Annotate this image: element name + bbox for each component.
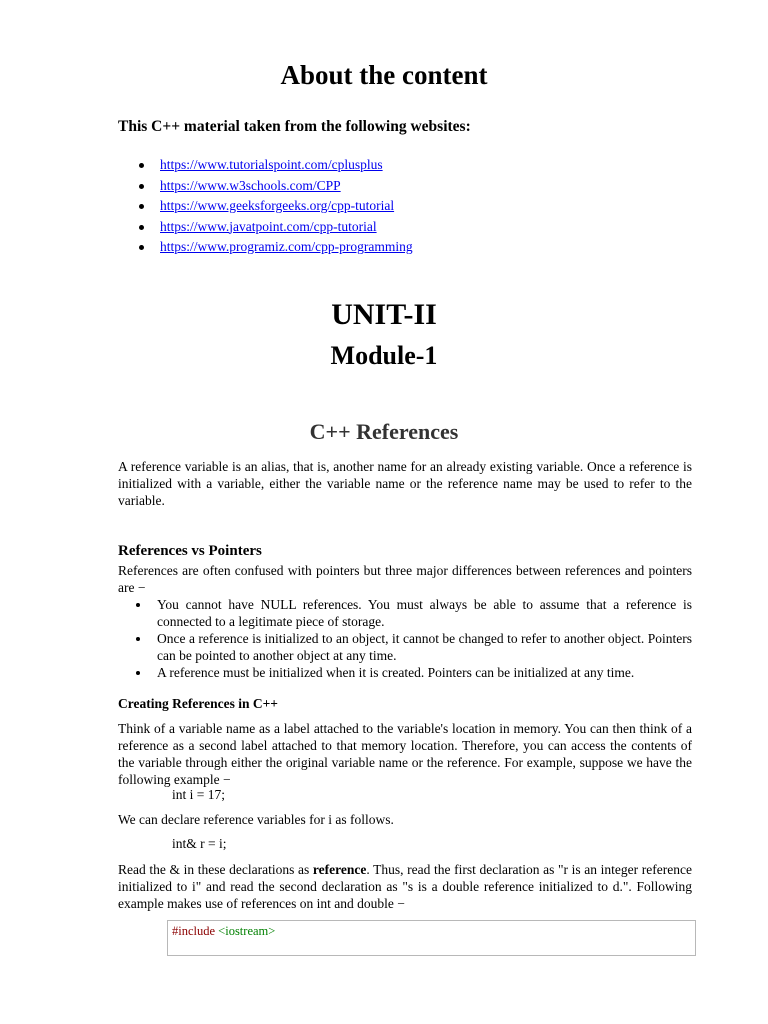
bold-reference: reference	[312, 862, 367, 877]
link-programiz[interactable]: https://www.programiz.com/cpp-programming	[160, 239, 413, 254]
references-vs-pointers-heading: References vs Pointers	[118, 543, 262, 559]
creating-references-heading: Creating References in C++	[118, 696, 278, 711]
list-item	[118, 217, 413, 238]
link-geeksforgeeks[interactable]: https://www.geeksforgeeks.org/cpp-tutorial	[160, 198, 395, 213]
list-item: You cannot have NULL references. You must always be able to assume that a reference is connected to a legitimate piece of storage.	[118, 596, 692, 630]
section-title: C++ References	[309, 419, 459, 444]
read-ampersand-paragraph	[118, 861, 692, 912]
link-javatpoint[interactable]: https://www.javatpoint.com/cpp-tutorial	[160, 218, 377, 234]
code-example-ref: int& r = i;	[172, 836, 227, 851]
code-example-int: int i = 17;	[172, 787, 225, 802]
module-title: Module-1	[330, 341, 438, 370]
about-intro: This C++ material taken from the following websites:	[118, 118, 471, 135]
differences-list	[118, 596, 692, 681]
text-span: Read the & in these declarations as	[118, 862, 313, 877]
list-item	[118, 237, 413, 258]
source-links-list	[118, 155, 413, 258]
list-item	[118, 196, 413, 217]
creating-references-paragraph: Think of a variable name as a label attached to the variable's location in memory. You can then think of a reference as a second label attached to that memory location. Therefore, you can access the contents of the variable through either the original variable name or the reference. For example, suppose we have the following example −	[118, 721, 692, 787]
list-item: A reference must be initialized when it is created. Pointers can be initialized at any time.	[118, 664, 692, 681]
about-title: About the content	[280, 60, 488, 90]
link-w3schools[interactable]: https://www.w3schools.com/CPP	[160, 177, 341, 193]
text-span: . Thus, read the first declaration as "r is an integer reference initialized to i" and read the second declaration as "s is a double reference initialized to d.". Following example makes use of references on int and double −	[118, 862, 692, 911]
unit-title: UNIT-II	[331, 298, 437, 331]
references-intro-paragraph: A reference variable is an alias, that is, another name for an already existing variable. Once a reference is initialized with a variable, either the variable name or the reference name may be used to refer to the variable.	[118, 459, 692, 508]
code-header: <iostream>	[218, 924, 276, 938]
declare-reference-paragraph: We can declare reference variables for i as follows.	[118, 812, 394, 827]
code-block	[167, 920, 696, 956]
list-item	[118, 155, 413, 176]
code-directive: #include	[172, 924, 216, 938]
references-vs-pointers-intro: References are often confused with pointers but three major differences between references and pointers are −	[118, 563, 692, 595]
list-item: Once a reference is initialized to an object, it cannot be changed to refer to another object. Pointers can be pointed to another object at any time.	[118, 630, 692, 664]
link-tutorialspoint[interactable]: https://www.tutorialspoint.com/cplusplus	[160, 157, 383, 172]
list-item	[118, 176, 413, 197]
